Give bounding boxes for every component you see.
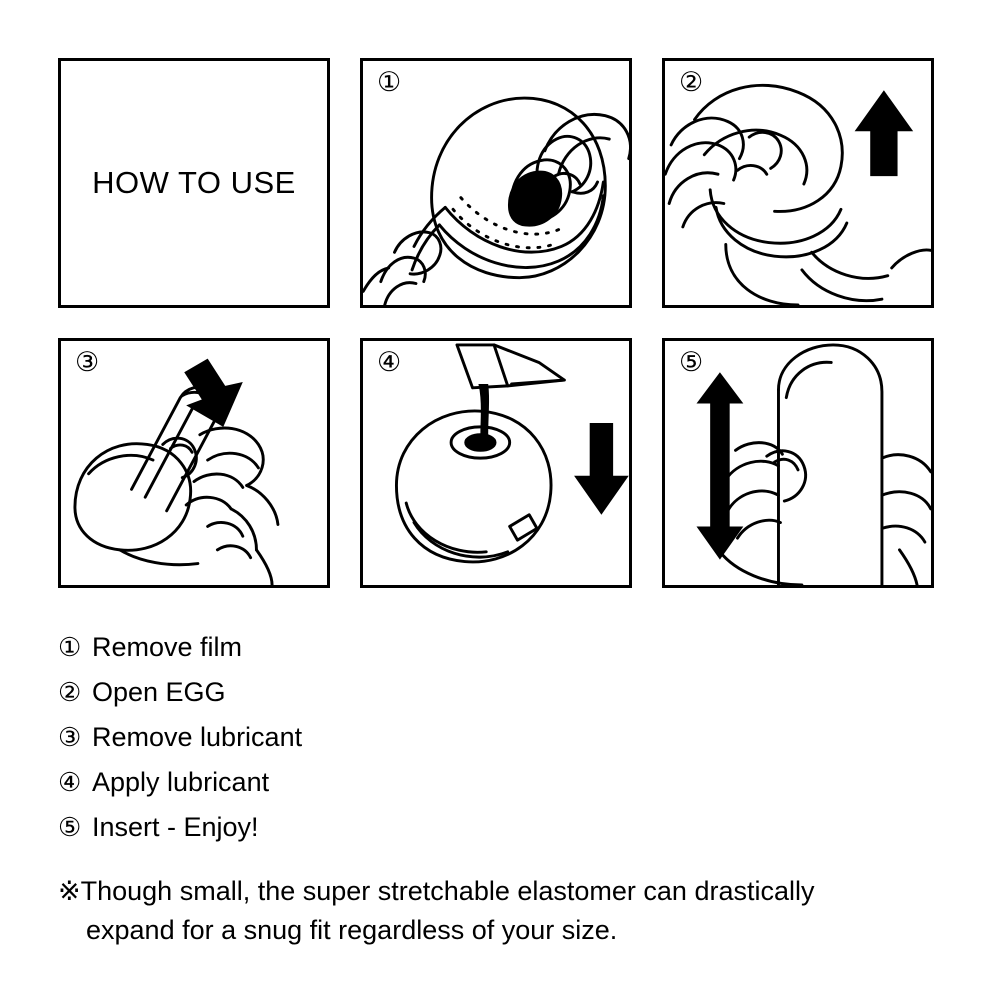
illustration-open-egg [665, 61, 931, 305]
caption-marker-3: ③ [58, 722, 82, 753]
caption-text-1: Remove film [92, 632, 243, 662]
footnote [58, 872, 958, 950]
step-marker-4: ④ [377, 347, 402, 377]
panel-step-5 [662, 338, 934, 588]
caption-text-2: Open EGG [92, 677, 226, 708]
panel-step-1 [360, 58, 632, 308]
caption-text-3: Remove lubricant [92, 722, 303, 753]
caption-marker-2: ② [58, 677, 82, 708]
footnote-line-2: expand for a snug fit regardless of your size. [86, 915, 618, 946]
caption-marker-5: ⑤ [58, 812, 82, 843]
panel-title [58, 58, 330, 308]
illustration-apply-lubricant [363, 341, 629, 585]
caption-item-3 [58, 722, 958, 753]
caption-marker-4: ④ [58, 767, 82, 798]
caption-list [58, 632, 958, 857]
caption-item-2 [58, 677, 958, 708]
illustration-remove-film [363, 61, 629, 305]
page-title: HOW TO USE [92, 165, 296, 200]
caption-item-1 [58, 632, 958, 663]
illustration-remove-lubricant [61, 341, 327, 585]
panel-step-2 [662, 58, 934, 308]
caption-item-5 [58, 812, 958, 843]
panel-step-4 [360, 338, 632, 588]
panel-grid [58, 58, 938, 588]
illustration-insert-enjoy [665, 341, 931, 585]
caption-item-4 [58, 767, 958, 798]
caption-text-4: Apply lubricant [92, 767, 270, 798]
caption-text-5: Insert - Enjoy! [92, 812, 259, 843]
step-marker-2: ② [679, 67, 704, 97]
caption-marker-1: ① [58, 632, 82, 662]
step-marker-5: ⑤ [679, 347, 704, 377]
step-marker-3: ③ [75, 347, 100, 377]
step-marker-1: ① [377, 67, 402, 97]
footnote-line-1: ※Though small, the super stretchable elastomer can drastically [58, 876, 815, 906]
panel-step-3 [58, 338, 330, 588]
